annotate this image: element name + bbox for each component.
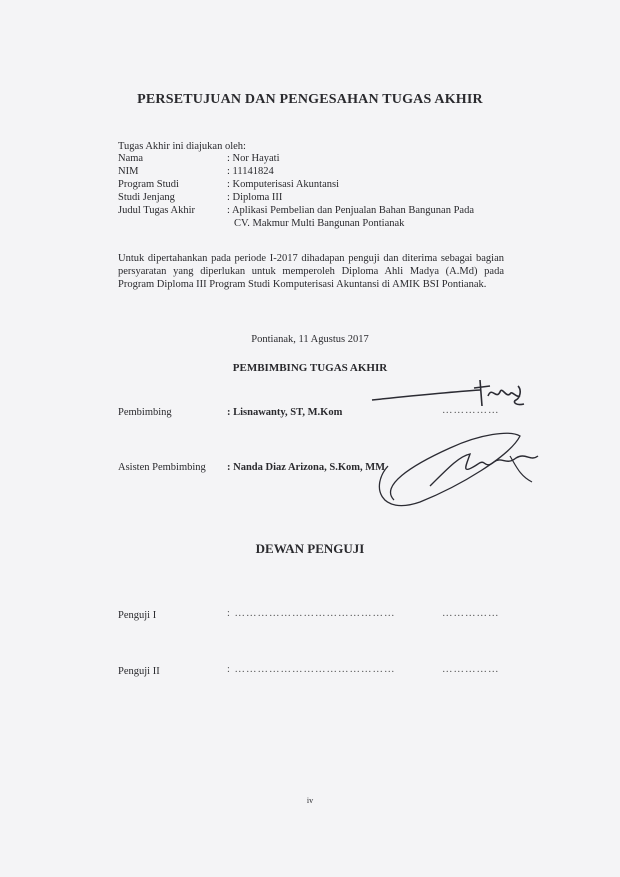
- examiner-2-line: : ……………………………………: [227, 664, 396, 675]
- place-date: Pontianak, 11 Agustus 2017: [251, 334, 369, 345]
- examiner-heading: DEWAN PENGUJI: [255, 541, 365, 556]
- field-label-studi-jenjang: Studi Jenjang: [118, 192, 175, 203]
- field-label-nim: NIM: [118, 166, 139, 177]
- field-label-program-studi: Program Studi: [118, 179, 179, 190]
- intro-text: Tugas Akhir ini diajukan oleh:: [118, 141, 246, 152]
- field-value-program-studi: : Komputerisasi Akuntansi: [227, 179, 339, 190]
- field-value-judul-line2: CV. Makmur Multi Bangunan Pontianak: [234, 218, 405, 229]
- field-value-nama: : Nor Hayati: [227, 153, 280, 164]
- advisor-label: Pembimbing: [118, 407, 172, 418]
- field-value-studi-jenjang: : Diploma III: [227, 192, 283, 203]
- assistant-advisor-signature: [360, 426, 550, 516]
- field-value-judul: : Aplikasi Pembelian dan Penjualan Bahan Bangunan Pada: [227, 205, 474, 216]
- advisor-signature: [370, 376, 530, 416]
- examiner-1-line: : ……………………………………: [227, 608, 396, 619]
- advisor-name: : Lisnawanty, ST, M.Kom: [227, 407, 343, 418]
- field-label-judul: Judul Tugas Akhir: [118, 205, 196, 216]
- field-label-nama: Nama: [118, 153, 144, 164]
- examiner-2-sign-line: ……………: [442, 664, 500, 675]
- statement-paragraph: Untuk dipertahankan pada periode I-2017 dihadapan penguji dan diterima sebagai bagian persyaratan yang diperlukan untuk memperoleh Diploma Ahli Madya (A.Md) pada Program Diploma III Program Studi Komputerisasi Akuntansi di AMIK BSI Pontianak.: [118, 253, 504, 290]
- advisor-sign-line: ……………: [442, 405, 500, 416]
- examiner-1-label: Penguji I: [118, 610, 157, 621]
- advisor-heading: PEMBIMBING TUGAS AKHIR: [232, 362, 388, 374]
- page-number: iv: [306, 796, 314, 805]
- assistant-advisor-name: : Nanda Diaz Arizona, S.Kom, MM: [227, 462, 386, 473]
- examiner-2-label: Penguji II: [118, 666, 160, 677]
- assistant-advisor-label: Asisten Pembimbing: [118, 462, 206, 473]
- field-value-nim: : 11141824: [227, 166, 274, 177]
- examiner-1-sign-line: ……………: [442, 608, 500, 619]
- page-title: PERSETUJUAN DAN PENGESAHAN TUGAS AKHIR: [137, 92, 483, 107]
